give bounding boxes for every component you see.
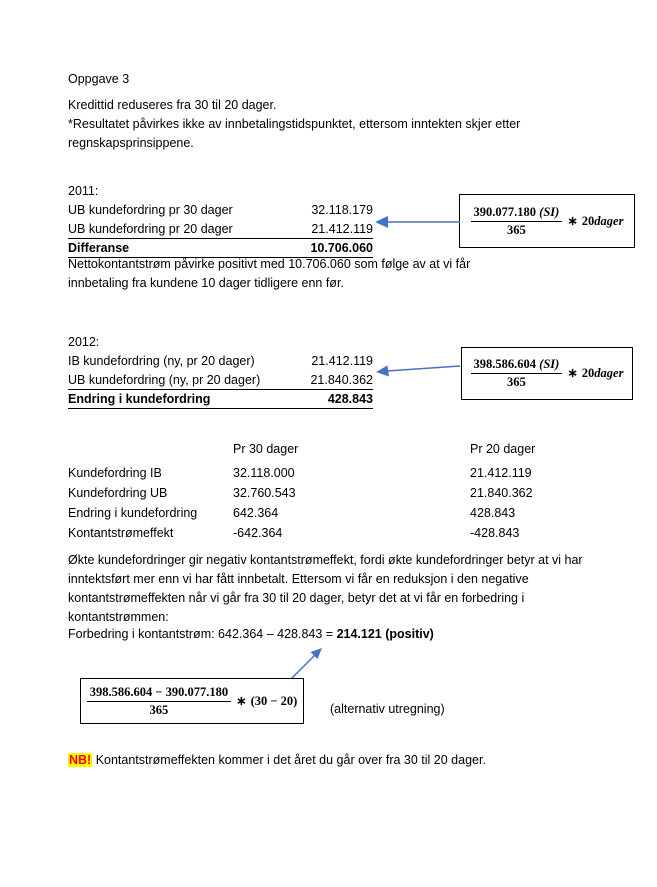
row-value: 10.706.060 [310, 241, 373, 255]
section-2012-heading: 2012: [68, 335, 100, 349]
arrowhead-icon [376, 366, 389, 377]
cell-pr30: 642.364 [233, 506, 279, 520]
factor-unit: dager [594, 213, 624, 228]
column-header-pr30: Pr 30 dager [233, 442, 299, 456]
fraction-denominator: 365 [149, 702, 169, 717]
fraction-numerator [87, 685, 231, 702]
row-label: Kontantstrømeffekt [68, 526, 174, 540]
analysis-paragraph [68, 551, 583, 627]
row-value: 21.412.119 [311, 354, 373, 368]
multiply-operator: ∗ [567, 213, 578, 228]
formula-box-alternative [80, 678, 304, 724]
numerator-value: 398.586.604 − 390.077.180 [89, 684, 229, 699]
row-label: Endring i kundefordring [68, 392, 211, 406]
row-label: Endring i kundefordring [68, 506, 198, 520]
numerator-value: 398.586.604 [473, 357, 537, 371]
numerator-unit: (SI) [539, 204, 560, 219]
cell-pr20: 21.412.119 [470, 466, 532, 480]
header-spacer [68, 440, 233, 459]
section-2011-note [68, 255, 470, 293]
section-2012-table [68, 352, 373, 409]
intro-paragraph [68, 96, 520, 153]
row-value: 428.843 [327, 392, 373, 406]
formula-suffix [231, 694, 297, 709]
table-row [68, 371, 373, 390]
numerator-value: 390.077.180 [473, 204, 537, 219]
fraction-denominator: 365 [507, 375, 526, 389]
fraction [87, 685, 231, 718]
row-value: 21.840.362 [310, 373, 373, 387]
table-row [68, 390, 373, 409]
cell-pr30: 32.118.000 [233, 466, 295, 480]
conclusion-line [68, 625, 434, 644]
conclusion-prefix: Forbedring i kontantstrøm: 642.364 – 428.843 = [68, 627, 337, 641]
factor-value: (30 − 20) [250, 693, 298, 708]
factor-value: 20 [581, 366, 595, 380]
cell-pr20: 21.840.362 [470, 486, 533, 500]
section-2011-table [68, 201, 373, 258]
pointer-arrow-2011 [372, 212, 462, 232]
nb-badge: NB! [69, 753, 92, 767]
fraction-denominator: 365 [507, 222, 526, 237]
analysis-line: kontantstrømeffekten når vi går fra 30 til 20 dager, betyr det at vi får en forbedring i [68, 591, 525, 605]
formula-box-2011 [459, 194, 635, 248]
alternative-caption: (alternativ utregning) [330, 702, 445, 716]
intro-line: regnskapsprinsippene. [68, 136, 194, 150]
fraction [471, 205, 563, 238]
row-label: Differanse [68, 241, 130, 255]
row-label: Kundefordring IB [68, 466, 162, 480]
fraction-numerator [471, 205, 563, 222]
note-line: Nettokontantstrøm påvirke positivt med 10.706.060 som følge av at vi får [68, 257, 471, 271]
table-row [68, 220, 373, 239]
cell-pr20: 428.843 [470, 506, 516, 520]
intro-line: *Resultatet påvirkes ikke av innbetalingstidspunktet, ettersom inntekten skjer etter [68, 117, 521, 131]
fraction [471, 357, 563, 390]
intro-line: Kredittid reduseres fra 30 til 20 dager. [68, 98, 277, 112]
table-row [68, 352, 373, 371]
row-label: UB kundefordring pr 20 dager [68, 222, 233, 236]
factor-value: 20 [581, 213, 595, 228]
conclusion-result: 214.121 (positiv) [336, 627, 434, 641]
cell-pr30: -642.364 [233, 526, 283, 540]
row-value: 21.412.119 [311, 222, 373, 236]
multiply-operator: ∗ [567, 366, 578, 380]
analysis-line: Økte kundefordringer gir negativ kontantstrømeffekt, fordi økte kundefordringer betyr at vi har [68, 553, 583, 567]
cell-pr30: 32.760.543 [233, 486, 296, 500]
page-title: Oppgave 3 [68, 72, 130, 86]
nb-note [68, 751, 486, 770]
analysis-line: kontantstrømmen: [68, 610, 169, 624]
formula-suffix [562, 214, 623, 229]
row-label: Kundefordring UB [68, 486, 168, 500]
table-row [68, 201, 373, 220]
comparison-table-header [68, 440, 628, 459]
nb-text: Kontantstrømeffekten kommer i det året du går over fra 30 til 20 dager. [92, 753, 486, 767]
factor-unit: dager [594, 366, 624, 380]
comparison-table [68, 463, 628, 543]
row-label: UB kundefordring pr 30 dager [68, 203, 233, 217]
multiply-operator: ∗ [236, 693, 247, 708]
section-2011-heading: 2011: [68, 184, 99, 198]
numerator-unit: (SI) [539, 357, 560, 371]
row-value: 32.118.179 [311, 203, 373, 217]
formula-suffix [562, 366, 623, 381]
row-label: UB kundefordring (ny, pr 20 dager) [68, 373, 261, 387]
cell-pr20: -428.843 [470, 526, 520, 540]
fraction-numerator [471, 357, 563, 374]
note-line: innbetaling fra kundene 10 dager tidligere enn før. [68, 276, 344, 290]
pointer-arrow-2012 [372, 358, 462, 380]
arrowhead-icon [375, 216, 388, 228]
column-header-pr20: Pr 20 dager [470, 442, 536, 456]
formula-box-2012 [461, 347, 633, 400]
analysis-line: inntektsført mer enn vi har fått innbetalt. Ettersom vi får en reduksjon i den negative [68, 572, 529, 586]
row-label: IB kundefordring (ny, pr 20 dager) [68, 354, 255, 368]
